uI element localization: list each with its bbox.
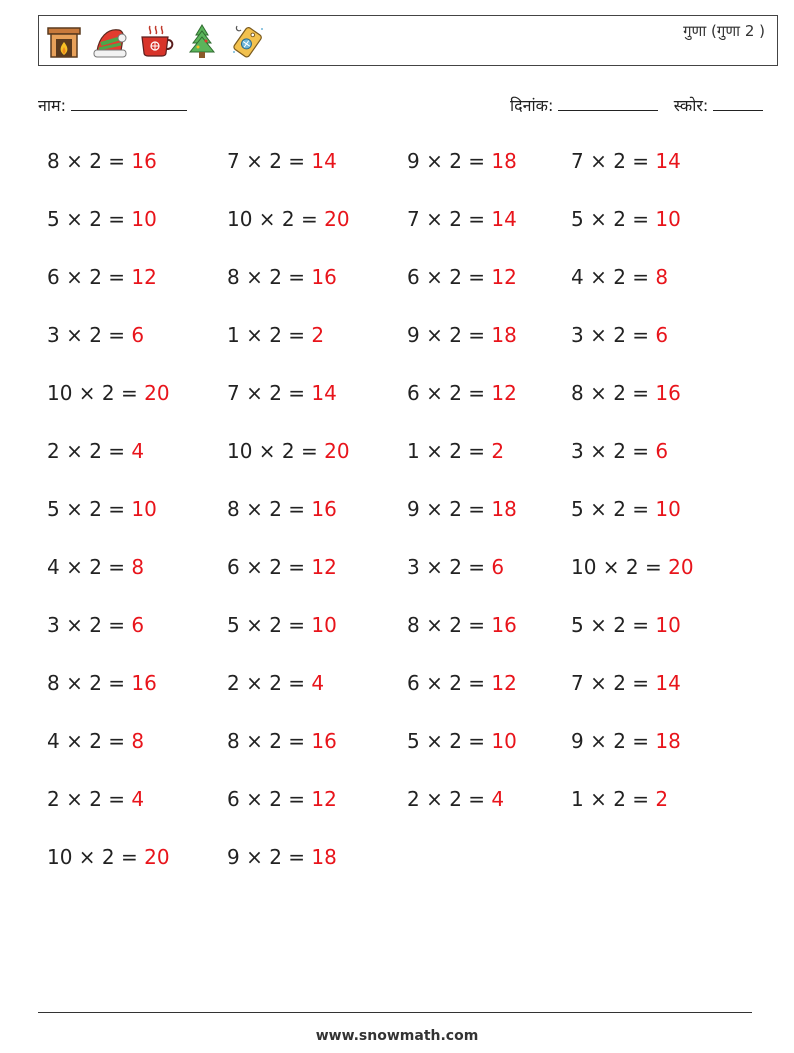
problem-item [227, 664, 407, 722]
problem-question: 3 × 2 = [47, 323, 132, 347]
problem-item [227, 432, 407, 490]
problem-item [407, 258, 571, 316]
worksheet-header [38, 15, 778, 66]
problem-answer: 6 [655, 323, 669, 347]
score-label: स्कोर: [673, 96, 709, 115]
problem-item [407, 606, 571, 664]
problem-answer: 8 [131, 555, 145, 579]
problem-item [571, 142, 751, 200]
problem-answer: 4 [491, 787, 505, 811]
problem-item [571, 722, 751, 780]
problem-answer: 10 [655, 497, 681, 521]
problem-answer: 10 [655, 207, 681, 231]
problem-question: 2 × 2 = [47, 787, 132, 811]
problem-answer: 18 [655, 729, 681, 753]
problem-item [407, 200, 571, 258]
problem-question: 5 × 2 = [47, 207, 132, 231]
problem-answer: 12 [491, 265, 517, 289]
problem-item [47, 316, 227, 374]
problem-question: 10 × 2 = [571, 555, 669, 579]
problem-question: 1 × 2 = [227, 323, 312, 347]
problem-answer: 18 [491, 149, 517, 173]
problem-item [47, 838, 227, 896]
problem-question: 9 × 2 = [227, 845, 312, 869]
problem-question: 5 × 2 = [571, 613, 656, 637]
problem-item [227, 838, 407, 896]
problem-question: 6 × 2 = [47, 265, 132, 289]
problem-question: 5 × 2 = [47, 497, 132, 521]
problem-grid [47, 142, 767, 896]
problem-item [47, 548, 227, 606]
problem-question: 10 × 2 = [227, 439, 325, 463]
problem-item [407, 548, 571, 606]
problem-answer: 4 [311, 671, 325, 695]
fireplace-icon [45, 22, 83, 60]
problem-item [571, 780, 751, 838]
problem-item [227, 258, 407, 316]
problem-answer: 10 [311, 613, 337, 637]
problem-question: 9 × 2 = [571, 729, 656, 753]
problem-question: 7 × 2 = [227, 381, 312, 405]
problem-question: 7 × 2 = [227, 149, 312, 173]
problem-item [407, 374, 571, 432]
problem-item [227, 606, 407, 664]
problem-answer: 12 [491, 671, 517, 695]
problem-question: 1 × 2 = [407, 439, 492, 463]
problem-question: 2 × 2 = [407, 787, 492, 811]
problem-answer: 8 [131, 729, 145, 753]
problem-answer: 6 [131, 613, 145, 637]
problem-question: 6 × 2 = [407, 671, 492, 695]
footer-url: www.snowmath.com [315, 1028, 479, 1044]
problem-question: 5 × 2 = [571, 207, 656, 231]
problem-answer: 10 [655, 613, 681, 637]
problem-question: 5 × 2 = [407, 729, 492, 753]
problem-question: 8 × 2 = [227, 729, 312, 753]
problem-item [227, 548, 407, 606]
problem-item [227, 374, 407, 432]
worksheet-title: गुणा (गुणा 2 ) [683, 22, 765, 40]
problem-answer: 10 [131, 497, 157, 521]
problem-question: 3 × 2 = [571, 439, 656, 463]
problem-answer: 12 [311, 787, 337, 811]
problem-answer: 6 [491, 555, 505, 579]
header-icons [45, 22, 267, 60]
problem-answer: 20 [144, 381, 170, 405]
problem-question: 1 × 2 = [571, 787, 656, 811]
problem-item [571, 200, 751, 258]
problem-answer: 12 [131, 265, 157, 289]
problem-answer: 10 [491, 729, 517, 753]
problem-answer: 14 [655, 671, 681, 695]
problem-answer: 18 [491, 323, 517, 347]
problem-question: 6 × 2 = [227, 555, 312, 579]
problem-answer: 4 [131, 439, 145, 463]
problem-question: 2 × 2 = [227, 671, 312, 695]
problem-question: 6 × 2 = [407, 265, 492, 289]
problem-item [227, 142, 407, 200]
problem-item [47, 200, 227, 258]
problem-answer: 4 [131, 787, 145, 811]
problem-question: 9 × 2 = [407, 323, 492, 347]
date-blank[interactable] [558, 96, 658, 111]
problem-question: 8 × 2 = [47, 149, 132, 173]
problem-question: 3 × 2 = [407, 555, 492, 579]
problem-question: 3 × 2 = [47, 613, 132, 637]
problem-answer: 6 [655, 439, 669, 463]
name-blank[interactable] [71, 96, 187, 111]
problem-item [47, 490, 227, 548]
problem-question: 5 × 2 = [571, 497, 656, 521]
problem-answer: 20 [144, 845, 170, 869]
problem-answer: 14 [655, 149, 681, 173]
problem-answer: 18 [491, 497, 517, 521]
date-label: दिनांक: [510, 96, 554, 115]
problem-question: 4 × 2 = [571, 265, 656, 289]
problem-answer: 10 [131, 207, 157, 231]
problem-item [47, 374, 227, 432]
problem-answer: 20 [324, 439, 350, 463]
problem-item [407, 316, 571, 374]
problem-question: 2 × 2 = [47, 439, 132, 463]
problem-item [571, 548, 751, 606]
problem-item [571, 432, 751, 490]
problem-question: 8 × 2 = [227, 497, 312, 521]
problem-item [407, 780, 571, 838]
problem-question: 7 × 2 = [407, 207, 492, 231]
problem-item [227, 316, 407, 374]
problem-item [571, 316, 751, 374]
santa-hat-icon [91, 22, 129, 60]
problem-question: 8 × 2 = [407, 613, 492, 637]
date-score-field [510, 94, 763, 116]
problem-answer: 14 [311, 149, 337, 173]
problem-answer: 14 [311, 381, 337, 405]
problem-item [47, 258, 227, 316]
problem-question: 6 × 2 = [407, 381, 492, 405]
problem-item [571, 664, 751, 722]
gift-tag-icon [229, 22, 267, 60]
problem-answer: 2 [311, 323, 325, 347]
problem-question: 7 × 2 = [571, 149, 656, 173]
problem-answer: 16 [491, 613, 517, 637]
problem-answer: 16 [131, 671, 157, 695]
problem-answer: 12 [311, 555, 337, 579]
problem-item [407, 490, 571, 548]
hot-cocoa-cup-icon [137, 22, 175, 60]
problem-item [47, 780, 227, 838]
problem-answer: 6 [131, 323, 145, 347]
problem-question: 3 × 2 = [571, 323, 656, 347]
problem-item [227, 780, 407, 838]
problem-answer: 18 [311, 845, 337, 869]
problem-question: 10 × 2 = [47, 381, 145, 405]
footer-divider [38, 1012, 752, 1013]
problem-question: 4 × 2 = [47, 555, 132, 579]
problem-answer: 20 [668, 555, 694, 579]
problem-answer: 2 [655, 787, 669, 811]
problem-item [47, 606, 227, 664]
problem-question: 10 × 2 = [227, 207, 325, 231]
problem-answer: 12 [491, 381, 517, 405]
problem-answer: 16 [655, 381, 681, 405]
name-label: नाम: [38, 96, 66, 115]
problem-item [47, 722, 227, 780]
problem-answer: 16 [311, 729, 337, 753]
problem-question: 9 × 2 = [407, 497, 492, 521]
problem-item [407, 722, 571, 780]
problem-question: 9 × 2 = [407, 149, 492, 173]
problem-answer: 14 [491, 207, 517, 231]
problem-answer: 16 [311, 497, 337, 521]
problem-item [47, 432, 227, 490]
problem-item [227, 722, 407, 780]
problem-item [571, 606, 751, 664]
problem-item [571, 374, 751, 432]
problem-item [47, 142, 227, 200]
problem-answer: 16 [311, 265, 337, 289]
problem-item [227, 200, 407, 258]
problem-answer: 20 [324, 207, 350, 231]
problem-question: 4 × 2 = [47, 729, 132, 753]
problem-answer: 8 [655, 265, 669, 289]
problem-item [407, 432, 571, 490]
problem-answer: 2 [491, 439, 505, 463]
problem-item [47, 664, 227, 722]
problem-question: 8 × 2 = [571, 381, 656, 405]
problem-question: 8 × 2 = [227, 265, 312, 289]
problem-item [407, 664, 571, 722]
problem-question: 8 × 2 = [47, 671, 132, 695]
problem-question: 7 × 2 = [571, 671, 656, 695]
problem-question: 6 × 2 = [227, 787, 312, 811]
problem-item [571, 490, 751, 548]
problem-item [407, 142, 571, 200]
problem-question: 10 × 2 = [47, 845, 145, 869]
problem-item [571, 258, 751, 316]
score-blank[interactable] [713, 96, 763, 111]
problem-answer: 16 [131, 149, 157, 173]
name-field [38, 94, 187, 116]
christmas-tree-icon [183, 22, 221, 60]
problem-item [227, 490, 407, 548]
problem-question: 5 × 2 = [227, 613, 312, 637]
